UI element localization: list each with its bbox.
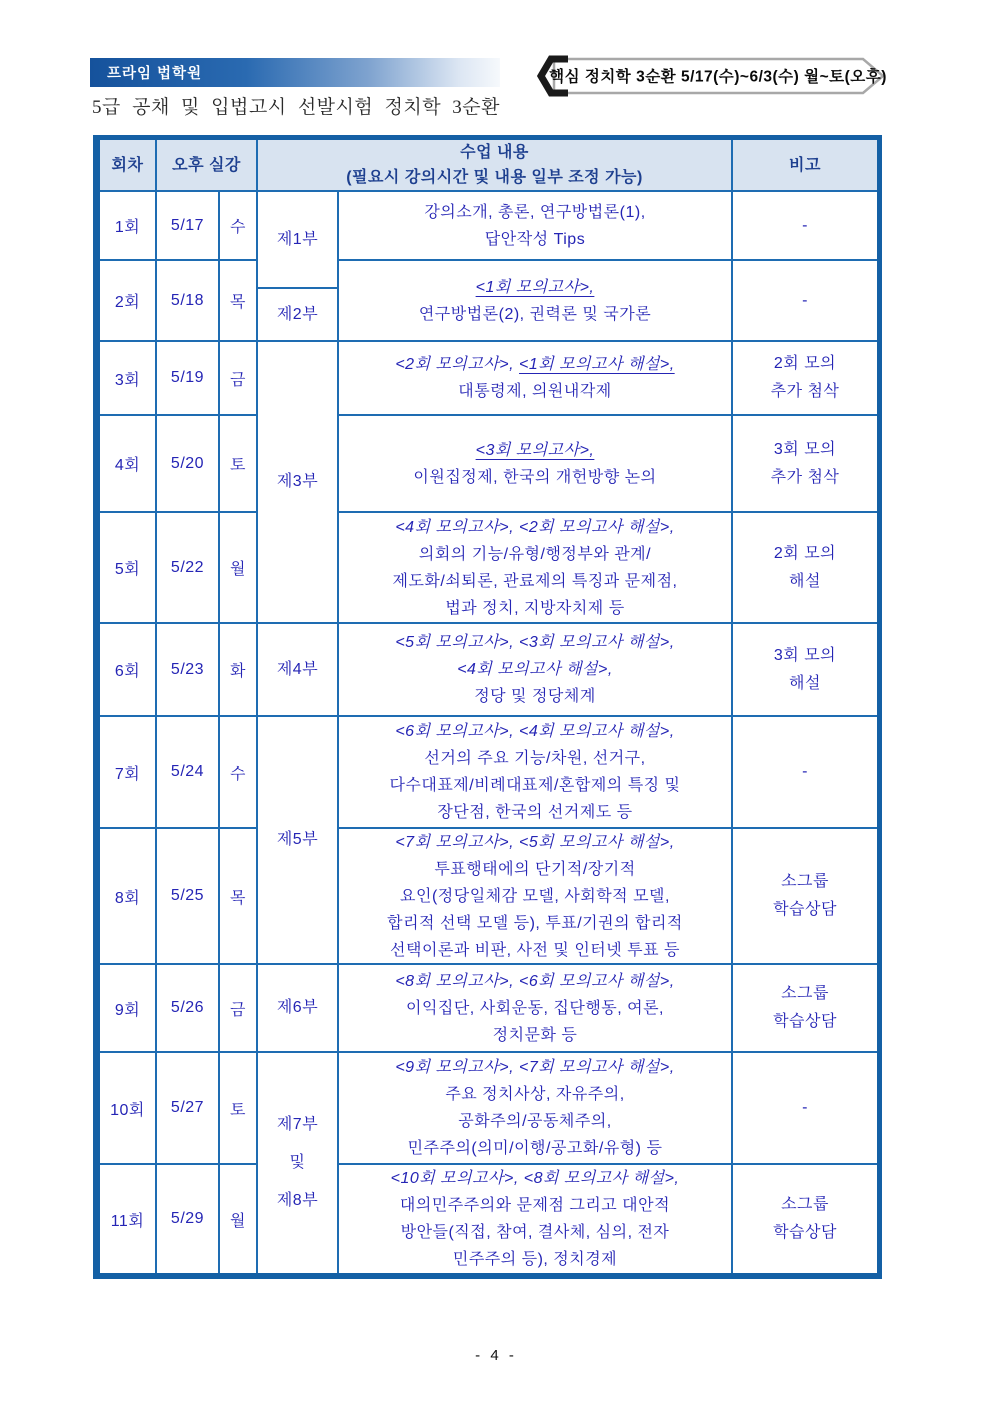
text-segment: <10회 모의고사>, <8회 모의고사 해설>,	[390, 1170, 680, 1187]
text-line: 답안작성 Tips	[484, 230, 586, 248]
text-line: 소그룹	[781, 1196, 829, 1213]
text-line: -	[802, 291, 808, 309]
header-afternoon-label: 오후 실강	[172, 156, 241, 174]
text-line: 및	[289, 1154, 306, 1171]
date-cell	[157, 965, 218, 1051]
text-segment: <5회 모의고사>, <3회 모의고사 해설>,	[395, 634, 675, 651]
day-cell	[220, 416, 256, 511]
text-line: 공화주의/공동체주의,	[458, 1113, 612, 1130]
text-line	[476, 274, 595, 301]
session-date: 5/24	[170, 763, 205, 780]
day-cell	[220, 1053, 256, 1163]
content-cell	[339, 342, 731, 414]
session-day: 목	[230, 294, 246, 311]
part-label-cell	[258, 1053, 337, 1273]
page-number: - 4 -	[475, 1347, 517, 1364]
text-line: 2회 모의	[773, 544, 837, 562]
session-date: 5/20	[170, 454, 205, 472]
course-banner	[537, 55, 893, 97]
text-line: 소그룹	[781, 985, 829, 1002]
session-date: 5/25	[170, 887, 205, 904]
text-line	[395, 968, 674, 995]
date-cell	[157, 1053, 218, 1163]
session-day: 토	[230, 457, 246, 474]
text-segment: <4회 모의고사>, <2회 모의고사 해설>,	[395, 518, 675, 536]
text-line: 대의민주주의와 문제점 그리고 대안적	[399, 1197, 671, 1214]
date-cell	[157, 717, 218, 827]
session-date: 5/23	[170, 660, 205, 678]
session-number-cell	[100, 829, 155, 963]
text-line	[395, 629, 674, 656]
header-session	[100, 140, 155, 190]
session-day: 금	[230, 371, 246, 389]
text-line: 방안들(직접, 참여, 결사체, 심의, 전자	[400, 1224, 670, 1241]
day-cell	[220, 192, 256, 259]
text-line: 해설	[789, 674, 821, 692]
text-segment: <2회 모의고사>,	[395, 356, 520, 373]
text-line: 이원집정제, 한국의 개헌방향 논의	[413, 468, 657, 486]
day-cell	[220, 261, 256, 340]
text-line	[395, 351, 674, 378]
text-line: 학습상담	[773, 1224, 837, 1241]
session-number-cell	[100, 965, 155, 1051]
text-line: 추가 첨삭	[770, 383, 840, 400]
text-line: 학습상담	[773, 1013, 837, 1030]
date-cell	[157, 416, 218, 511]
text-line: 이익집단, 사회운동, 집단행동, 여론,	[405, 999, 664, 1017]
text-line: -	[802, 1099, 808, 1116]
note-cell	[733, 416, 877, 511]
session-number: 11회	[110, 1212, 145, 1230]
content-cell	[339, 829, 731, 963]
note-cell	[733, 965, 877, 1051]
text-line: 제8부	[276, 1192, 319, 1209]
page-subtitle: 5급 공채 및 입법고시 선발시험 정치학 3순환	[92, 97, 501, 118]
text-line: 제5부	[276, 831, 319, 848]
note-cell	[733, 1165, 877, 1273]
part-label-cell	[258, 717, 337, 963]
session-number: 4회	[114, 457, 141, 474]
session-day: 수	[230, 219, 246, 236]
note-cell	[733, 624, 877, 715]
text-line: 법과 정치, 지방자치제 등	[445, 599, 625, 617]
text-line: 선택이론과 비판, 사전 및 인터넷 투표 등	[390, 941, 680, 959]
text-line: 강의소개, 총론, 연구방법론(1),	[424, 203, 646, 221]
session-day: 월	[230, 1212, 246, 1230]
text-line: 의회의 기능/유형/행정부와 관계/	[418, 545, 652, 563]
header-content	[258, 140, 731, 190]
text-line: 정치문화 등	[492, 1026, 578, 1044]
session-number-cell	[100, 624, 155, 715]
text-line: 정당 및 정당체계	[474, 688, 596, 705]
text-line	[476, 437, 595, 464]
content-cell	[339, 624, 731, 715]
session-number-cell	[100, 416, 155, 511]
text-line: 해설	[789, 572, 821, 590]
text-segment: <1회 모의고사>,	[475, 278, 595, 296]
session-number: 8회	[114, 889, 141, 907]
session-number: 7회	[114, 765, 141, 783]
text-line: 추가 첨삭	[770, 468, 840, 486]
text-line: 제3부	[276, 473, 319, 490]
text-line: 제도화/쇠퇴론, 관료제의 특징과 문제점,	[392, 572, 678, 590]
day-cell	[220, 342, 256, 414]
session-number: 3회	[114, 371, 141, 389]
text-line	[395, 514, 674, 541]
text-line	[457, 656, 613, 683]
text-line: 민주주의 등), 정치경제	[452, 1251, 618, 1268]
header-afternoon	[157, 140, 256, 190]
text-segment: <7회 모의고사>, <5회 모의고사 해설>,	[395, 833, 675, 851]
text-line: 선거의 주요 기능/차원, 선거구,	[424, 750, 646, 767]
text-line: 제4부	[276, 660, 319, 678]
schedule-table	[93, 135, 882, 1279]
session-number: 5회	[114, 561, 141, 578]
note-cell	[733, 342, 877, 414]
note-cell	[733, 717, 877, 827]
day-cell	[220, 513, 256, 622]
session-number-cell	[100, 342, 155, 414]
content-cell	[339, 1053, 731, 1163]
date-cell	[157, 1165, 218, 1273]
text-line	[395, 1054, 674, 1081]
date-cell	[157, 342, 218, 414]
content-cell	[339, 261, 731, 340]
text-line: 제6부	[276, 999, 319, 1016]
session-number-cell	[100, 261, 155, 340]
session-date: 5/27	[170, 1099, 205, 1116]
header-note-label: 비고	[789, 156, 821, 174]
session-number-cell	[100, 1165, 155, 1273]
text-segment: <4회 모의고사 해설>,	[457, 661, 613, 678]
text-line: 제7부	[276, 1116, 319, 1133]
logo-text: 프라임 법학원	[107, 66, 203, 82]
banner-text: 핵심 정치학 3순환 5/17(수)~6/3(수) 월~토(오후)	[549, 68, 887, 86]
date-cell	[157, 829, 218, 963]
text-line: -	[802, 216, 808, 234]
content-cell	[339, 1165, 731, 1273]
text-line: 대통령제, 의원내각제	[458, 383, 612, 400]
text-line: 학습상담	[773, 901, 837, 918]
day-cell	[220, 1165, 256, 1273]
text-segment: <9회 모의고사>, <7회 모의고사 해설>,	[395, 1059, 675, 1076]
text-line: 요인(정당일체감 모델, 사회학적 모델,	[400, 887, 670, 905]
text-line: 주요 정치사상, 자유주의,	[445, 1086, 625, 1103]
day-cell	[220, 829, 256, 963]
day-cell	[220, 965, 256, 1051]
note-cell	[733, 513, 877, 622]
text-line: 투표행태에의 단기적/장기적	[434, 860, 636, 878]
text-line: 장단점, 한국의 선거제도 등	[437, 804, 633, 821]
part-label-cell	[258, 624, 337, 715]
text-line	[395, 829, 674, 856]
session-number-cell	[100, 513, 155, 622]
date-cell	[157, 192, 218, 259]
content-cell	[339, 965, 731, 1051]
part-label-cell	[258, 192, 337, 287]
session-date: 5/19	[170, 369, 205, 386]
header-note	[733, 140, 877, 190]
session-number-cell	[100, 192, 155, 259]
session-number-cell	[100, 717, 155, 827]
part-label-cell	[258, 965, 337, 1051]
text-line	[395, 718, 674, 745]
text-segment: <8회 모의고사>, <6회 모의고사 해설>,	[395, 972, 675, 990]
session-date: 5/22	[170, 558, 205, 576]
session-date: 5/18	[170, 291, 205, 309]
text-line: 제1부	[276, 230, 319, 248]
session-day: 월	[230, 561, 246, 578]
header-content-line2: (필요시 강의시간 및 내용 일부 조정 가능)	[346, 169, 643, 186]
session-number-cell	[100, 1053, 155, 1163]
day-cell	[220, 624, 256, 715]
logo-bar	[90, 58, 500, 87]
session-number: 6회	[114, 663, 141, 680]
text-line: 민주주의(의미/이행/공고화/유형) 등	[407, 1140, 663, 1157]
date-cell	[157, 624, 218, 715]
text-line: 합리적 선택 모델 등), 투표/기권의 합리적	[387, 914, 683, 932]
header-content-line1: 수업 내용	[460, 144, 529, 161]
note-cell	[733, 192, 877, 259]
content-cell	[339, 192, 731, 259]
text-line: -	[802, 763, 808, 780]
note-cell	[733, 829, 877, 963]
text-line: 연구방법론(2), 권력론 및 국가론	[418, 305, 652, 323]
part-label-cell	[258, 289, 337, 340]
session-number: 10회	[110, 1101, 145, 1119]
part-label-cell	[258, 342, 337, 622]
session-day: 토	[230, 1101, 246, 1119]
text-line: 3회 모의	[773, 646, 837, 664]
content-cell	[339, 416, 731, 511]
text-segment: <1회 모의고사 해설>,	[519, 356, 675, 373]
text-line: 소그룹	[781, 873, 829, 890]
session-day: 금	[230, 1001, 246, 1019]
text-line: 제2부	[276, 305, 319, 323]
session-number: 9회	[114, 1001, 141, 1019]
note-cell	[733, 261, 877, 340]
session-number: 2회	[114, 294, 141, 311]
text-line: 3회 모의	[773, 440, 837, 458]
content-cell	[339, 513, 731, 622]
session-number: 1회	[114, 219, 141, 236]
text-line: 2회 모의	[773, 355, 837, 372]
note-cell	[733, 1053, 877, 1163]
header-session-label: 회차	[111, 156, 144, 174]
text-line	[391, 1165, 680, 1192]
session-date: 5/29	[170, 1210, 205, 1227]
date-cell	[157, 261, 218, 340]
session-day: 수	[230, 765, 246, 783]
session-date: 5/26	[170, 999, 205, 1016]
date-cell	[157, 513, 218, 622]
text-line: 다수대표제/비례대표제/혼합제의 특징 및	[389, 777, 681, 794]
session-date: 5/17	[170, 216, 205, 234]
session-day: 목	[230, 889, 246, 907]
content-cell	[339, 717, 731, 827]
day-cell	[220, 717, 256, 827]
text-segment: <6회 모의고사>, <4회 모의고사 해설>,	[395, 723, 675, 740]
session-day: 화	[230, 663, 246, 680]
text-segment: <3회 모의고사>,	[475, 441, 595, 459]
